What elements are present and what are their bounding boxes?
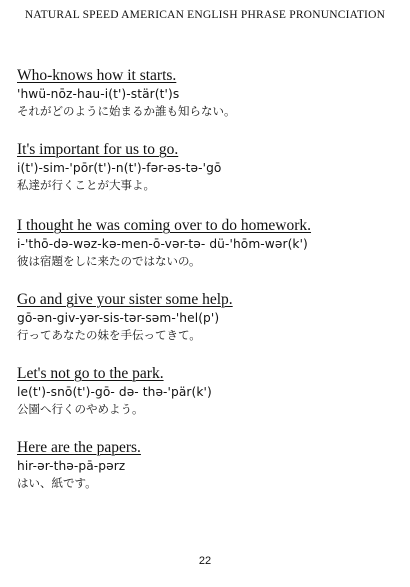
running-head: NATURAL SPEED AMERICAN ENGLISH PHRASE PRONUNCIATION bbox=[24, 9, 386, 21]
phrase-block bbox=[17, 290, 397, 344]
pronunciation: hir-ər-thə-pā-pərz bbox=[17, 459, 126, 473]
japanese-translation: 行ってあなたの妹を手伝ってきて。 bbox=[17, 328, 201, 342]
english-phrase: It's important for us to go. bbox=[17, 141, 179, 158]
phrase-block bbox=[17, 364, 397, 418]
page-number: 22 bbox=[198, 555, 212, 567]
japanese-translation: 公園へ行くのやめよう。 bbox=[17, 402, 144, 416]
pronunciation: le(t')-snō(t')-gō- də- thə-'pär(k') bbox=[17, 385, 212, 399]
english-phrase: I thought he was coming over to do homework. bbox=[17, 217, 312, 234]
pronunciation: i(t')-sim-'pōr(t')-n(t')-fər-əs-tə-'gō bbox=[17, 161, 222, 175]
pronunciation: i-'thō-də-wəz-kə-men-ō-vər-tə- dü-'hōm-wər(k') bbox=[17, 237, 308, 251]
phrase-block bbox=[17, 216, 397, 270]
english-phrase: Who-knows how it starts. bbox=[17, 67, 177, 84]
phrase-block bbox=[17, 140, 397, 194]
japanese-translation: 彼は宿題をしに来たのではないの。 bbox=[17, 254, 201, 268]
japanese-translation: 私達が行くことが大事よ。 bbox=[17, 178, 155, 192]
phrase-block bbox=[17, 66, 397, 120]
english-phrase: Go and give your sister some help. bbox=[17, 291, 233, 308]
english-phrase: Let's not go to the park. bbox=[17, 365, 164, 382]
english-phrase: Here are the papers. bbox=[17, 439, 141, 456]
pronunciation: gō-ən-giv-yər-sis-tər-səm-'hel(p') bbox=[17, 311, 220, 325]
japanese-translation: それがどのように始まるか誰も知らない。 bbox=[17, 104, 236, 118]
phrase-list bbox=[17, 66, 397, 492]
phrase-block bbox=[17, 438, 397, 492]
pronunciation: 'hwü-nōz-hau-i(t')-stär(t')s bbox=[17, 87, 180, 101]
japanese-translation: はい、紙です。 bbox=[17, 476, 97, 490]
